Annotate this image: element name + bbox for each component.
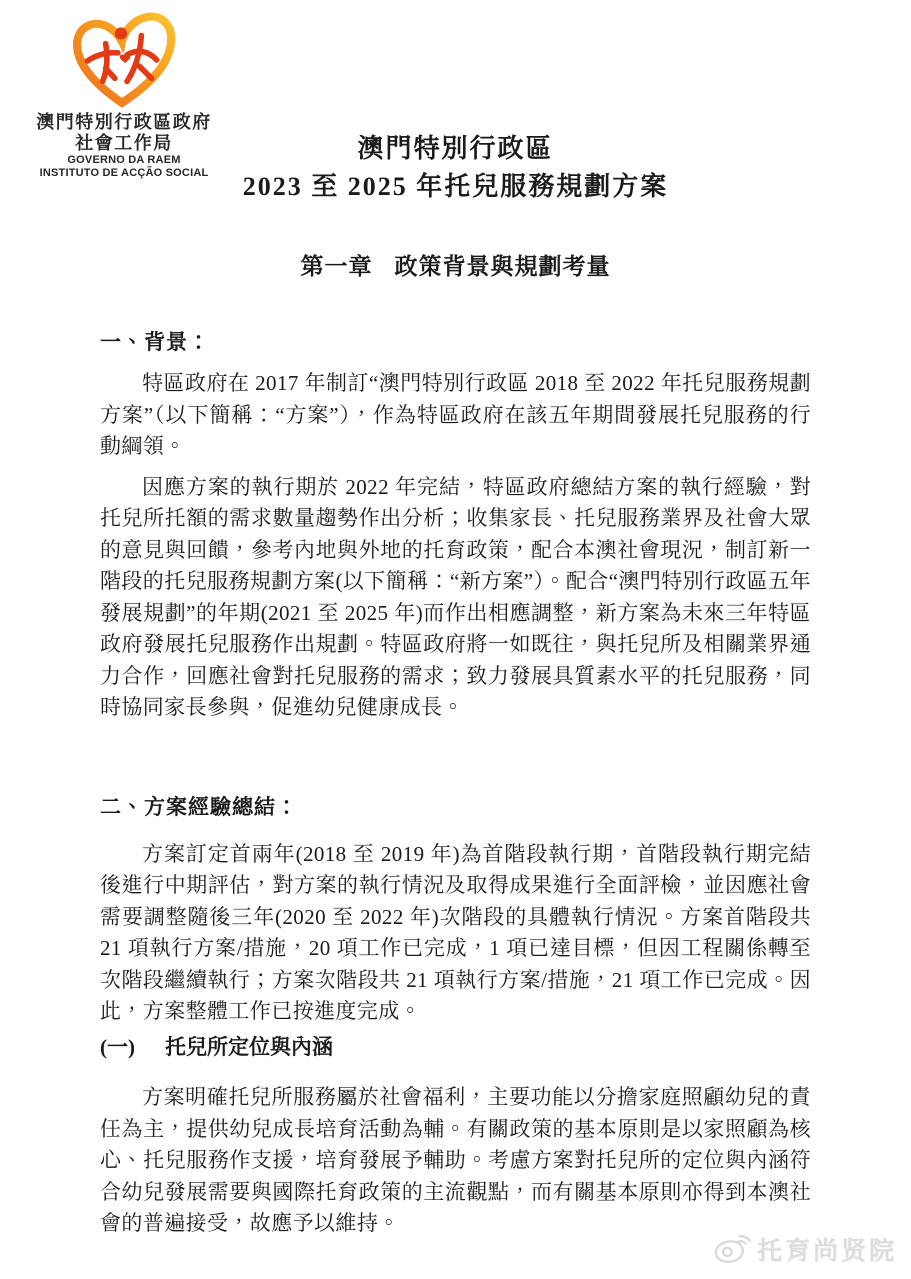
paragraph-background-2: 因應方案的執行期於 2022 年完結，特區政府總結方案的執行經驗，對托兒所托額的需求數量趨勢作出分析；收集家長、托兒服務業界及社會大眾的意見與回饋，參考內地與外地的托育政策，配合本澳社會現況，制訂新一階段的托兒服務規劃方案(以下簡稱：“新方案”）。配合“澳門特別行政區五年發展規劃”的年期(2021 至 2025 年)而作出相應調整，新方案為未來三年特區政府發展托兒服務作出規劃。特區政府將一如既往，與托兒所及相關業界通力合作，回應社會對托兒服務的需求；致力發展具質素水平的托兒服務，同時協同家長參與，促進幼兒健康成長。 bbox=[100, 474, 811, 719]
weibo-icon bbox=[712, 1233, 752, 1265]
agency-logo bbox=[26, 10, 222, 180]
agency-name-pt-line2: INSTITUTO DE ACÇÃO SOCIAL bbox=[39, 167, 209, 179]
subsection-heading-positioning bbox=[100, 1032, 811, 1064]
document-title-line2: 2023 至 2025 年托兒服務規劃方案 bbox=[242, 172, 669, 201]
paragraph-positioning: 方案明確托兒所服務屬於社會福利，主要功能以分擔家庭照顧幼兒的責任為主，提供幼兒成長培育活動為輔。有關政策的基本原則是以家照顧為核心、托兒服務作支援，培育發展予輔助。考慮方案對托兒所的定位與內涵符合幼兒發展需要與國際托育政策的主流觀點，而有關基本原則亦得到本澳社會的普遍接受，故應予以維持。 bbox=[100, 1085, 811, 1235]
agency-name-zh-line2: 社會工作局 bbox=[75, 133, 173, 153]
agency-name-pt-line1: GOVERNO DA RAEM bbox=[67, 154, 181, 166]
paragraph-background-1: 特區政府在 2017 年制訂“澳門特別行政區 2018 至 2022 年托兒服務規劃方案”（以下簡稱：“方案”），作為特區政府在該五年期間發展托兒服務的行動綱領。 bbox=[100, 371, 811, 458]
chapter-heading bbox=[100, 252, 811, 282]
heart-logo-icon bbox=[66, 10, 182, 112]
subsection-number: (一) bbox=[100, 1034, 135, 1059]
chapter-name: 政策背景與規劃考量 bbox=[394, 254, 611, 279]
section-heading-background: 一、背景： bbox=[100, 330, 210, 354]
subsection-title: 托兒所定位與內涵 bbox=[165, 1034, 333, 1059]
paragraph-summary: 方案訂定首兩年(2018 至 2019 年)為首階段執行期，首階段執行期完結後進行中期評估，對方案的執行情況及取得成果進行全面評檢，並因應社會需要調整隨後三年(2020 至 2022 年)次階段的具體執行情況。方案首階段共 21 項執行方案/措施，20 項工作已完成，1 項已達目標，但因工程關係轉至次階段繼續執行；方案次階段共 21 項執行方案/措施，21 項工作已完成。因此，方案整體工作已按進度完成。 bbox=[100, 841, 811, 1023]
watermark bbox=[712, 1231, 897, 1267]
chapter-number: 第一章 bbox=[300, 254, 373, 279]
watermark-text: 托育尚贤院 bbox=[756, 1237, 897, 1265]
document-title-line1: 澳門特別行政區 bbox=[357, 134, 554, 163]
figure-head-dot bbox=[115, 27, 127, 39]
agency-name-zh-line1: 澳門特別行政區政府 bbox=[36, 112, 212, 132]
section-heading-summary: 二、方案經驗總結： bbox=[100, 794, 298, 819]
